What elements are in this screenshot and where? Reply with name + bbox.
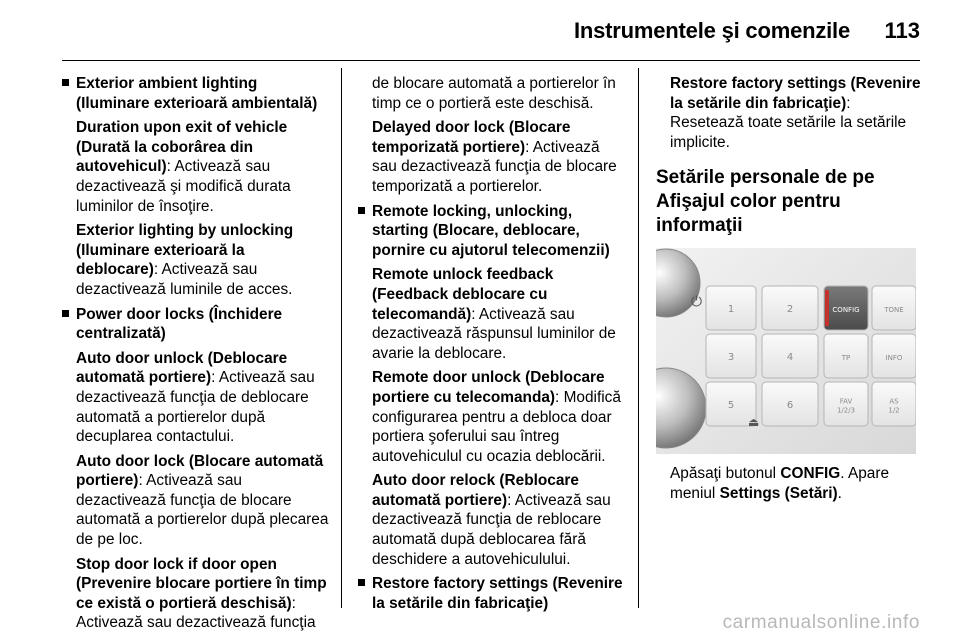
caption-text: Apăsaţi butonul (670, 465, 781, 483)
setting-auto-door-lock (62, 452, 330, 550)
panel-button-label: 1 (727, 304, 735, 316)
column-divider-2 (638, 68, 639, 608)
setting-label: Auto door relock (Reblocare automată portiere) (372, 472, 579, 509)
panel-button-label: 1/2 (888, 406, 900, 415)
setting-description: : Activează sau dezactivează funcţia de deblocare automată a portierelor după decuplarea contactului. (76, 369, 315, 446)
setting-exterior-lighting-unlocking (62, 221, 330, 299)
setting-label: Exterior lighting by unlocking (Iluminare exterioară la deblocare) (76, 222, 294, 279)
continued-text (358, 74, 626, 113)
watermark: carmanualsonline.info (722, 612, 920, 633)
bullet-restore-factory-settings (358, 574, 626, 613)
setting-label: Remote unlock feedback (Feedback deblocare cu telecomandă) (372, 266, 554, 323)
setting-description: : Activează sau dezactivează luminile de acces. (76, 261, 293, 298)
panel-button-label: 2 (786, 304, 794, 316)
page-number: 113 (884, 18, 920, 43)
panel-button-label: 4 (786, 352, 794, 364)
control-panel-photo (656, 248, 916, 454)
bullet-remote-locking (358, 202, 626, 261)
bullet-power-door-locks (62, 305, 330, 344)
bullet-title: Exterior ambient lighting (Iluminare exterioară ambientală) (76, 75, 318, 112)
page-title: Instrumentele şi comenzile (574, 18, 850, 43)
bullet-title: Remote locking, unlocking, starting (Blocare, deblocare, pornire cu ajutorul telecomenzii) (372, 202, 610, 259)
continued-description: de blocare automată a portierelor în timp ce o portieră este deschisă. (372, 75, 616, 112)
setting-restore-factory (656, 74, 922, 152)
setting-label: Auto door unlock (Deblocare automată portiere) (76, 349, 288, 387)
setting-description: : Activează sau dezactivează funcţia de reblocare automată după deblocarea fără deschidere a autovehiculului. (372, 491, 611, 568)
column-3 (656, 74, 922, 509)
config-accent-bar (825, 290, 829, 326)
setting-auto-door-unlock (62, 349, 330, 447)
setting-remote-door-unlock (358, 368, 626, 466)
panel-button-label: TONE (884, 306, 904, 315)
panel-button-label: TP (841, 354, 851, 363)
figure-caption (656, 464, 922, 503)
bullet-exterior-ambient-lighting (62, 74, 330, 113)
panel-button-label: INFO (885, 354, 903, 363)
setting-description: : Modifică configurarea pentru a debloca doar portiera şoferului sau întreg autovehiculul cu ocazia deblocării. (372, 388, 621, 465)
panel-button-label: 3 (727, 352, 735, 364)
eject-icon[interactable]: ⏏ (748, 415, 760, 430)
panel-button-label: 5 (727, 400, 735, 412)
panel-button-label: CONFIG (832, 306, 860, 315)
setting-description: : Activează sau dezactivează funcţia de blocare temporizată a portierelor. (372, 138, 617, 195)
panel-button-label: 6 (786, 400, 794, 412)
column-2 (358, 74, 626, 618)
setting-description: : Activează sau dezactivează funcţia de blocare automată a portierelor după plecarea de pe loc. (76, 472, 329, 549)
setting-delayed-door-lock (358, 118, 626, 196)
power-icon[interactable]: ⏻ (691, 294, 703, 311)
caption-settings: Settings (Setări) (719, 484, 838, 502)
panel-button-label: FAV (839, 397, 853, 406)
setting-label: Restore factory settings (Revenire la setările din fabricaţie) (670, 75, 921, 112)
setting-label: Stop door lock if door open (Prevenire blocare portiere în timp ce există o portieră deschisă) (76, 555, 327, 612)
setting-stop-door-lock (62, 555, 330, 633)
setting-label: Remote door unlock (Deblocare portiere cu telecomanda) (372, 369, 605, 406)
setting-description: : Activează sau dezactivează răspunsul luminilor de avarie la deblocare. (372, 305, 616, 362)
setting-auto-door-relock (358, 471, 626, 569)
header-rule (62, 60, 920, 61)
bullet-title: Restore factory settings (Revenire la setările din fabricaţie) (372, 575, 623, 612)
setting-remote-unlock-feedback (358, 265, 626, 363)
setting-label: Duration upon exit of vehicle (Durată la coborârea din autovehicul) (76, 119, 288, 176)
section-heading: Setările personale de pe Afişajul color pentru informaţii (656, 167, 875, 237)
caption-config: CONFIG (780, 465, 841, 483)
setting-duration-upon-exit (62, 118, 330, 216)
bullet-title: Power door locks (Închidere centralizată) (76, 305, 283, 343)
setting-label: Auto door lock (Blocare automată portiere) (76, 452, 324, 490)
page-header (0, 0, 960, 62)
panel-button-label: 1/2/3 (836, 406, 856, 415)
column-divider-1 (341, 68, 342, 608)
caption-text: . Apare meniul (670, 465, 890, 502)
setting-label: Delayed door lock (Blocare temporizată portiere) (372, 119, 571, 156)
setting-description: : Activează sau dezactivează şi modifică durata luminilor de însoţire. (76, 158, 291, 215)
setting-description: : Resetează toate setările la setările implicite. (670, 94, 907, 151)
panel-button-label: AS (889, 397, 899, 406)
caption-text: . (837, 484, 842, 502)
setting-description: : Activează sau dezactivează funcţia (76, 594, 316, 632)
column-1 (62, 74, 330, 638)
